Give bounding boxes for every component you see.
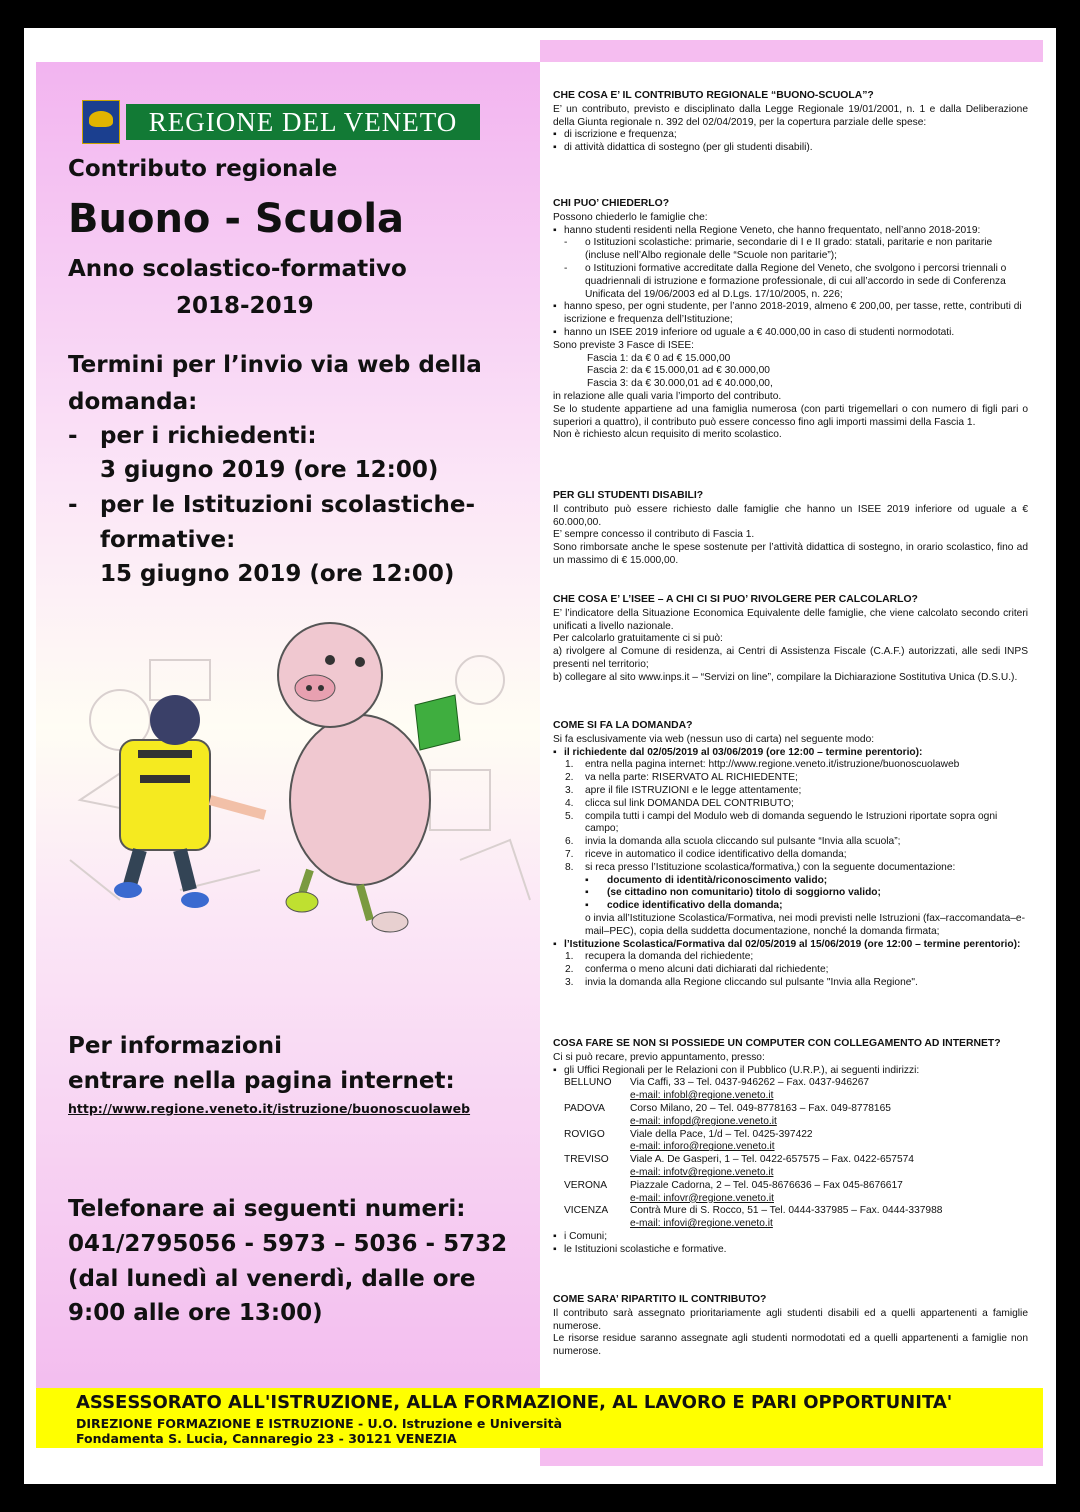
office-city: BELLUNO xyxy=(564,1077,612,1089)
step-number: 8. xyxy=(565,861,574,873)
paragraph: Per calcolarlo gratuitamente ci si può: xyxy=(553,633,723,645)
office-email-link[interactable]: e-mail: infotv@regione.veneto.it xyxy=(630,1166,774,1178)
step-item xyxy=(553,785,1028,798)
list-item: ▪ i Comuni; xyxy=(553,1231,1028,1244)
office-email-link[interactable]: e-mail: inforo@regione.veneto.it xyxy=(630,1141,775,1153)
section-no-computer xyxy=(553,1038,1028,1294)
office-email-link[interactable]: e-mail: infopd@regione.veneto.it xyxy=(630,1115,777,1127)
step-text: apre il file ISTRUZIONI e le legge attentamente; xyxy=(585,784,802,796)
paragraph: E’ l’indicatore della Situazione Economica Equivalente delle famiglie, che viene calcolato secondo criteri unificati a livello nazionale. xyxy=(553,607,1028,632)
section-title: CHE COSA E’ L’ISEE – A CHI CI SI PUO’ RIVOLGERE PER CALCOLARLO? xyxy=(553,594,918,605)
list-item: ▪ l’Istituzione Scolastica/Formativa dal 02/05/2019 al 15/06/2019 (ore 12:00 – termine perentorio): xyxy=(553,939,1028,952)
section-title: CHI PUO’ CHIEDERLO? xyxy=(553,198,670,209)
paragraph: in relazione alle quali varia l’importo del contributo. xyxy=(553,390,782,402)
step-item xyxy=(553,951,1028,964)
logo-text: REGIONE DEL VENETO xyxy=(126,104,480,140)
section-title: COME SI FA LA DOMANDA? xyxy=(553,720,693,731)
info-link[interactable]: http://www.regione.veneto.it/istruzione/buonoscuolaweb xyxy=(68,1101,471,1116)
office-city: VERONA xyxy=(564,1179,608,1191)
step-number: 7. xyxy=(565,848,574,860)
office-address: Contrà Mure di S. Rocco, 51 – Tel. 0444-337985 – Fax. 0444-337988 xyxy=(630,1205,943,1217)
list-item: ▪ il richiedente dal 02/05/2019 al 03/06/2019 (ore 12:00 – termine perentorio): xyxy=(553,747,1028,760)
pig-and-child-illustration xyxy=(60,600,540,945)
list-subitem: - o Istituzioni formative accreditate dalla Regione del Veneto, che svolgono i percorsi triennali o quadriennali di istruzione e formazione professionale, di cui all’accordo in sede di Conferenza Unificata del 19/06/2003 ed al D.Lgs. 17/10/2005, n. 226; xyxy=(553,263,1028,301)
lion-crest-icon xyxy=(82,100,120,144)
office-address-block xyxy=(630,1129,1028,1155)
fascia-item: Fascia 1: da € 0 ad € 15.000,00 xyxy=(587,352,731,364)
paragraph: Il contributo sarà assegnato prioritariamente agli studenti disabili ed a quelli appartenenti a famiglie numerose. xyxy=(553,1307,1028,1332)
section-distribution xyxy=(553,1294,1028,1359)
deadline-schools xyxy=(68,492,475,518)
list-item: ▪ le Istituzioni scolastiche e formative. xyxy=(553,1244,1028,1257)
office-address: Piazzale Cadorna, 2 – Tel. 045-8676636 – Fax 045-8676617 xyxy=(630,1179,903,1191)
step-text: riceve in automatico il codice identificativo della domanda; xyxy=(585,848,847,860)
footer-bar xyxy=(36,1388,1043,1448)
list-item: ▪ di iscrizione e frequenza; xyxy=(553,129,1028,142)
office-row xyxy=(553,1154,1028,1180)
main-title: Buono - Scuola xyxy=(68,196,405,242)
office-address-block xyxy=(630,1103,1028,1129)
step-text: compila tutti i campi del Modulo web di domanda seguendo le Istruzioni riportate sopra ogni campo; xyxy=(585,810,998,835)
alternative-send xyxy=(553,913,1028,939)
step-number: 2. xyxy=(565,964,574,976)
office-address: Viale della Pace, 1/d – Tel. 0425-397422 xyxy=(630,1128,813,1140)
section-title: CHE COSA E’ IL CONTRIBUTO REGIONALE “BUONO-SCUOLA”? xyxy=(553,90,874,101)
office-row xyxy=(553,1205,1028,1231)
step-item xyxy=(553,759,1028,772)
section-how-to-apply xyxy=(553,720,1028,1038)
section-what-is xyxy=(553,90,1028,198)
office-address: Via Caffi, 33 – Tel. 0437-946262 – Fax. 0437-946267 xyxy=(630,1077,870,1089)
phone-hours-2: 9:00 alle ore 13:00) xyxy=(68,1300,323,1326)
phone-hours: (dal lunedì al venerdì, dalle ore xyxy=(68,1266,476,1292)
step-number: 3. xyxy=(565,784,574,796)
fascia-item: Fascia 3: da € 30.000,01 ad € 40.000,00, xyxy=(587,378,773,390)
step-text: entra nella pagina internet: http://www.regione.veneto.it/istruzione/buonoscuolaweb xyxy=(585,759,960,771)
step-text: clicca sul link DOMANDA DEL CONTRIBUTO; xyxy=(585,797,794,809)
office-address-block xyxy=(630,1205,1028,1231)
list-subitem: - o Istituzioni scolastiche: primarie, secondarie di I e II grado: statali, paritarie e non paritarie (incluse nell’Albo regionale delle “Scuole non paritarie”); xyxy=(553,237,1028,263)
section-title: PER GLI STUDENTI DISABILI? xyxy=(553,490,704,501)
step-text: va nella parte: RISERVATO AL RICHIEDENTE; xyxy=(585,772,798,784)
offices-list xyxy=(553,1077,1028,1231)
paragraph: Se lo studente appartiene ad una famiglia numerosa (con parti trigemellari o con numero di figli pari o superiori a quattro), il contributo può essere concesso fino agli importi massimi della Fascia 1. xyxy=(553,403,1028,428)
office-address: Viale A. De Gasperi, 1 – Tel. 0422-657575 – Fax. 0422-657574 xyxy=(630,1154,914,1166)
step-number: 4. xyxy=(565,797,574,809)
section-who xyxy=(553,198,1028,490)
deadline-applicants-label: per i richiedenti: xyxy=(100,423,317,449)
paragraph: Non è richiesto alcun requisito di merito scolastico. xyxy=(553,429,782,441)
steps-list xyxy=(553,759,1028,874)
step-text: conferma o meno alcuni dati dichiarati dal richiedente; xyxy=(585,964,829,976)
step-text: si reca presso l’Istituzione scolastica/formativa,) con la seguente documentazione: xyxy=(585,861,956,873)
section-disabled xyxy=(553,490,1028,594)
deadline-schools-2: formative: xyxy=(100,527,236,553)
list-item: ▪ hanno studenti residenti nella Regione Veneto, che hanno frequentato, nell’anno 2018-2019: xyxy=(553,225,1028,238)
paragraph: Il contributo può essere richiesto dalle famiglie che hanno un ISEE 2019 inferiore od uguale a € 60.000,00. xyxy=(553,503,1028,528)
regione-veneto-logo xyxy=(82,100,480,144)
paragraph: Sono rimborsate anche le spese sostenute per l’attività didattica di sostegno, in orario scolastico, fino ad un massimo di € 15.000,00. xyxy=(553,542,1028,566)
document-item: ▪ (se cittadino non comunitario) titolo di soggiorno valido; xyxy=(553,887,1028,900)
phone-numbers: 041/2795056 - 5973 – 5036 - 5732 xyxy=(68,1231,508,1257)
step-text: invia la domanda alla Regione cliccando sul pulsante "Invia alla Regione". xyxy=(585,976,918,988)
step-item xyxy=(553,862,1028,875)
school-year: 2018-2019 xyxy=(176,293,314,319)
paragraph: E’ un contributo, previsto e disciplinato dalla Legge Regionale 19/01/2001, n. 1 e dalla Deliberazione della Giunta regionale n. 392 del 02/04/2019, per la copertura parziale delle spese: xyxy=(553,103,1028,128)
step-item xyxy=(553,849,1028,862)
document-item: ▪ codice identificativo della domanda; xyxy=(553,900,1028,913)
phone-heading: Telefonare ai seguenti numeri: xyxy=(68,1196,466,1222)
deadline-schools-label: per le Istituzioni scolastiche- xyxy=(100,492,475,518)
right-top-band xyxy=(540,40,1043,62)
section-title: COME SARA’ RIPARTITO IL CONTRIBUTO? xyxy=(553,1294,767,1305)
subtitle: Contributo regionale xyxy=(68,156,338,182)
step-item xyxy=(553,798,1028,811)
step-text: invia la domanda alla scuola cliccando sul pulsante “Invia alla scuola”; xyxy=(585,836,901,848)
footer-department: ASSESSORATO ALL'ISTRUZIONE, ALLA FORMAZIONE, AL LAVORO E PARI OPPORTUNITA' xyxy=(76,1392,953,1413)
documents-list xyxy=(553,875,1028,913)
step-number: 5. xyxy=(565,810,574,822)
steps-list-institution xyxy=(553,951,1028,989)
alternative-send-text: o invia all’Istituzione Scolastica/Formativa, nei modi previsti nelle Istruzioni (fax–raccomandata–e-mail–PEC), copia della suddetta documentazione, nonché la domanda firmata; xyxy=(585,912,1025,937)
step-number: 2. xyxy=(565,772,574,784)
office-email-link[interactable]: e-mail: infovi@regione.veneto.it xyxy=(630,1218,773,1230)
document-item: ▪ documento di identità/riconoscimento valido; xyxy=(553,875,1028,888)
office-city: PADOVA xyxy=(564,1102,605,1114)
deadline-applicants xyxy=(68,423,317,449)
office-city: TREVISO xyxy=(564,1154,609,1166)
office-row xyxy=(553,1077,1028,1103)
office-email-link[interactable]: e-mail: infovr@regione.veneto.it xyxy=(630,1192,774,1204)
fascia-item: Fascia 2: da € 15.000,01 ad € 30.000,00 xyxy=(587,365,770,377)
info-heading-2: entrare nella pagina internet: xyxy=(68,1068,455,1094)
step-number: 6. xyxy=(565,836,574,848)
step-number: 1. xyxy=(565,759,574,771)
step-item xyxy=(553,977,1028,990)
office-address-block xyxy=(630,1154,1028,1180)
step-item xyxy=(553,836,1028,849)
school-year-label: Anno scolastico-formativo xyxy=(68,256,407,282)
list-item: ▪ gli Uffici Regionali per le Relazioni con il Pubblico (U.R.P.), ai seguenti indirizzi: xyxy=(553,1065,1028,1078)
step-item xyxy=(553,811,1028,837)
paragraph: b) collegare al sito www.inps.it – “Servizi on line”, compilare la Dichiarazione Sostitutiva Unica (D.S.U.). xyxy=(553,671,1018,683)
deadline-schools-date: 15 giugno 2019 (ore 12:00) xyxy=(100,561,455,587)
office-row xyxy=(553,1129,1028,1155)
office-row xyxy=(553,1180,1028,1206)
paragraph: Si fa esclusivamente via web (nessun uso di carta) nel seguente modo: xyxy=(553,733,875,745)
deadline-heading: Termini per l’invio via web della xyxy=(68,352,482,378)
office-address-block xyxy=(630,1180,1028,1206)
step-number: 1. xyxy=(565,951,574,963)
office-city: VICENZA xyxy=(564,1205,609,1217)
paragraph: Ci si può recare, previo appuntamento, presso: xyxy=(553,1051,765,1063)
footer-address: Fondamenta S. Lucia, Cannaregio 23 - 30121 VENEZIA xyxy=(76,1431,457,1446)
office-city: ROVIGO xyxy=(564,1128,605,1140)
list-item: ▪ di attività didattica di sostegno (per gli studenti disabili). xyxy=(553,142,1028,155)
paragraph: Possono chiederlo le famiglie che: xyxy=(553,211,708,223)
step-item xyxy=(553,964,1028,977)
paragraph: E’ sempre concesso il contributo di Fascia 1. xyxy=(553,529,755,541)
list-item: ▪ hanno un ISEE 2019 inferiore od uguale a € 40.000,00 in caso di studenti normodotati. xyxy=(553,327,1028,340)
office-address-block xyxy=(630,1077,1028,1103)
step-text: recupera la domanda del richiedente; xyxy=(585,951,754,963)
footer-direction: DIREZIONE FORMAZIONE E ISTRUZIONE - U.O. Istruzione e Università xyxy=(76,1416,563,1431)
office-address: Corso Milano, 20 – Tel. 049-8778163 – Fax. 049-8778165 xyxy=(630,1102,891,1114)
step-number: 3. xyxy=(565,976,574,988)
paragraph: Sono previste 3 Fasce di ISEE: xyxy=(553,339,694,351)
deadline-applicants-date: 3 giugno 2019 (ore 12:00) xyxy=(100,457,439,483)
office-row xyxy=(553,1103,1028,1129)
paragraph: a) rivolgere al Comune di residenza, ai Centri di Assistenza Fiscale (C.A.F.) autorizzati, alle sedi INPS presenti nel territorio; xyxy=(553,646,1028,670)
section-isee xyxy=(553,594,1028,720)
right-column xyxy=(553,90,1028,1359)
office-email-link[interactable]: e-mail: infobl@regione.veneto.it xyxy=(630,1090,774,1102)
paragraph: Le risorse residue saranno assegnate agli studenti normodotati ed a quelli appartenenti a famiglie non numerose. xyxy=(553,1333,1028,1358)
right-bottom-band xyxy=(540,1448,1043,1466)
section-title: COSA FARE SE NON SI POSSIEDE UN COMPUTER CON COLLEGAMENTO AD INTERNET? xyxy=(553,1038,1001,1049)
info-heading: Per informazioni xyxy=(68,1033,283,1059)
step-item xyxy=(553,772,1028,785)
deadline-heading-2: domanda: xyxy=(68,389,198,415)
list-item: ▪ hanno speso, per ogni studente, per l’anno 2018-2019, almeno € 200,00, per tasse, rette, contributi di iscrizione e frequenza dell’Istituzione; xyxy=(553,301,1028,327)
